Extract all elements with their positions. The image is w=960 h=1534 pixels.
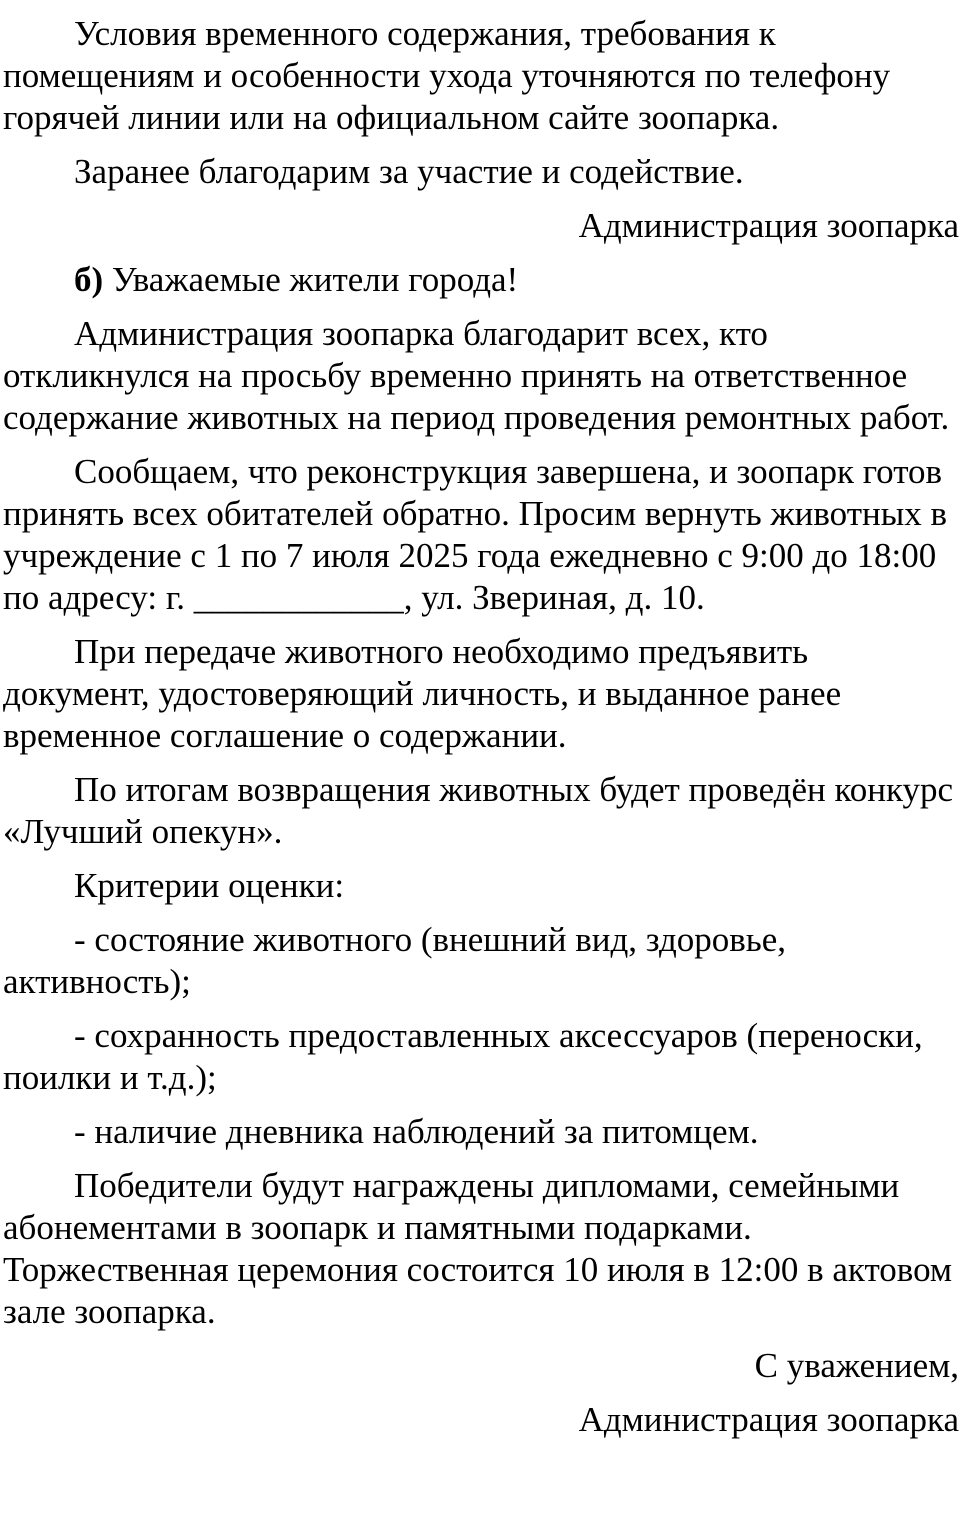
paragraph-contest: По итогам возвращения животных будет проведён конкурс «Лучший опекун».: [3, 770, 953, 851]
paragraph-conditions: Условия временного содержания, требования к помещениям и особенности ухода уточняются по телефону горячей линии или на официальном сайте зоопарка.: [3, 14, 891, 137]
criteria-item-diary: - наличие дневника наблюдений за питомцем.: [74, 1112, 759, 1151]
closing-regards: С уважением,: [754, 1346, 959, 1385]
paragraph-gratitude: Администрация зоопарка благодарит всех, кто откликнулся на просьбу временно принять на ответственное содержание животных на период проведения ремонтных работ.: [3, 314, 950, 437]
paragraph-documents: При передаче животного необходимо предъявить документ, удостоверяющий личность, и выданное ранее временное соглашение о содержании.: [3, 632, 842, 755]
section-b-marker: б): [74, 260, 104, 299]
signature-administration-b: Администрация зоопарка: [578, 1400, 959, 1439]
criteria-item-condition: - состояние животного (внешний вид, здоровье, активность);: [3, 920, 787, 1001]
criteria-item-accessories: - сохранность предоставленных аксессуаров (переноски, поилки и т.д.);: [3, 1016, 923, 1097]
paragraph-criteria-heading: Критерии оценки:: [74, 866, 345, 905]
paragraph-return-announcement: Сообщаем, что реконструкция завершена, и зоопарк готов принять всех обитателей обратно. Просим вернуть животных в учреждение с 1 по 7 июля 2025 года ежедневно с 9:00 до 18:00 по адресу: г. ____________, ул. Звериная, д. 10.: [3, 452, 948, 617]
greeting-text: Уважаемые жители города!: [103, 260, 519, 299]
paragraph-winners: Победители будут награждены дипломами, семейными абонементами в зоопарк и памятными подарками. Торжественная церемония состоится 10 июля в 12:00 в актовом зале зоопарка.: [3, 1166, 953, 1331]
paragraph-thanks-in-advance: Заранее благодарим за участие и содействие.: [74, 152, 744, 191]
document-body: [3, 13, 959, 1441]
signature-administration-a: Администрация зоопарка: [578, 206, 959, 245]
section-b-greeting: [3, 259, 959, 301]
